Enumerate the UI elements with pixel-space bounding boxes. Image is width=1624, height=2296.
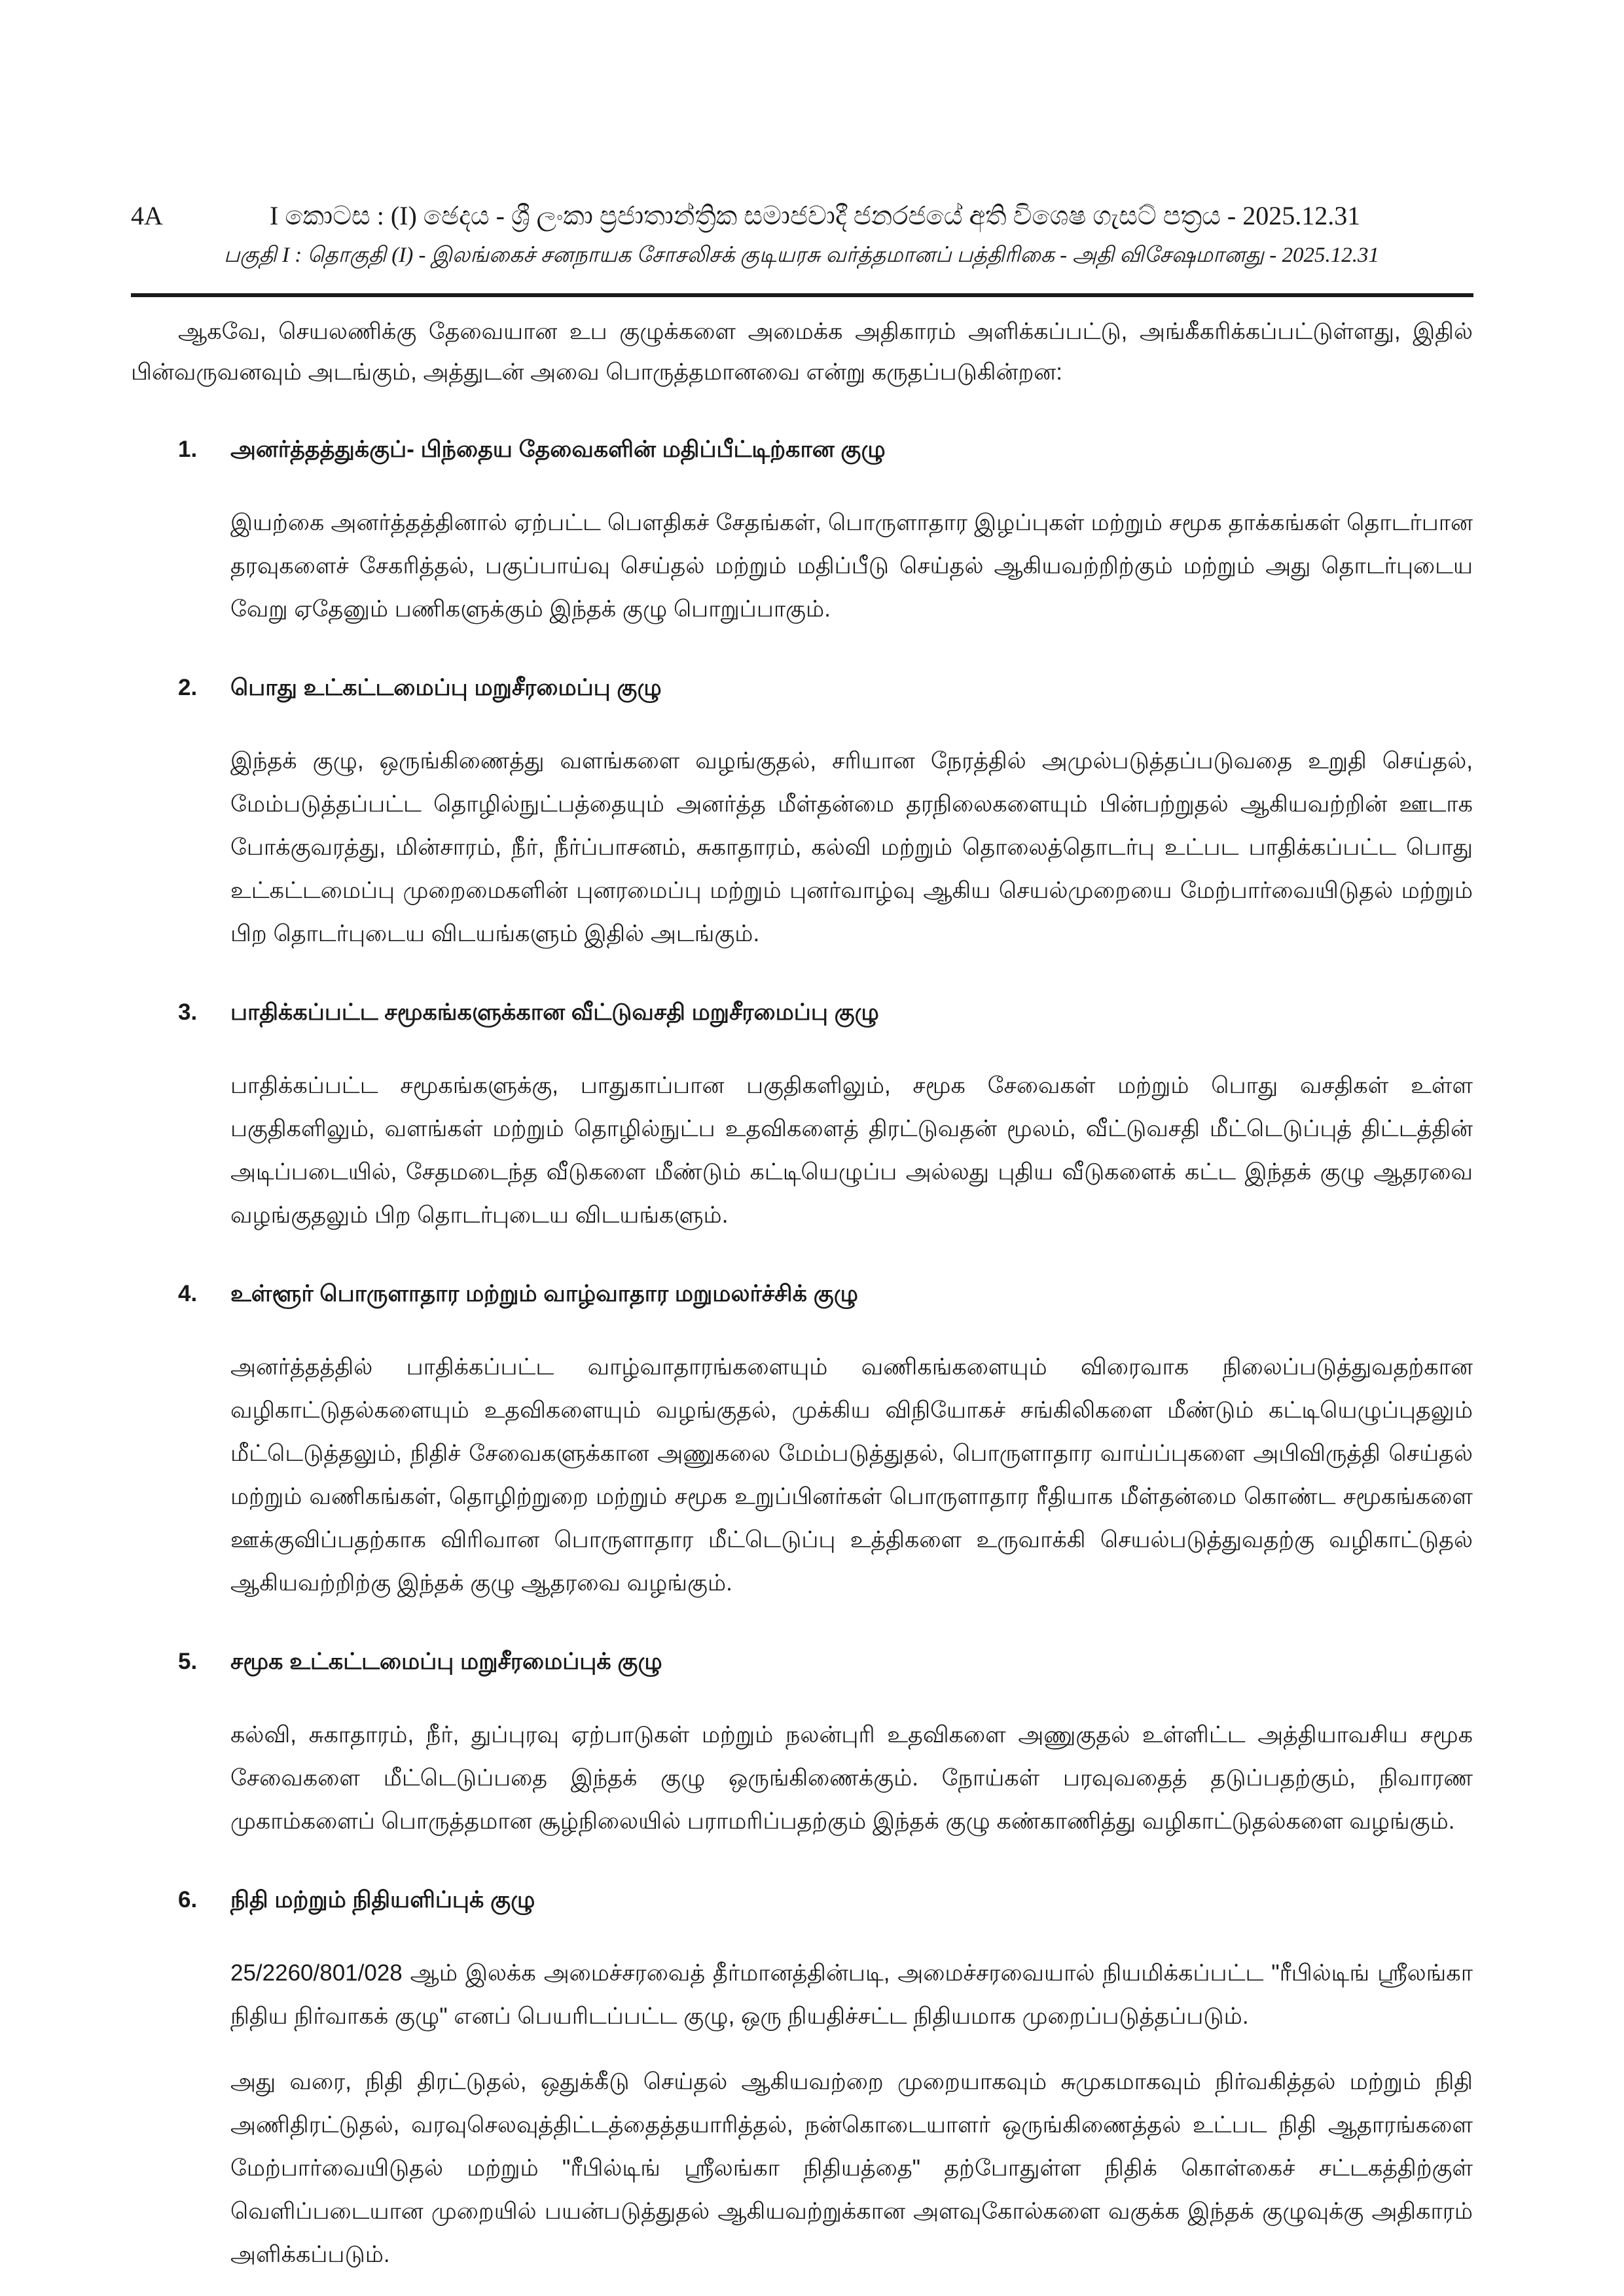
section-paragraph: கல்வி, சுகாதாரம், நீர், துப்புரவு ஏற்பாடுகள் மற்றும் நலன்புரி உதவிகளை அணுகுதல் உள்ளிட்ட அத்தியாவசிய சமூக சேவைகளை மீட்டெடுப்பதை இந்தக் குழு ஒருங்கிணைக்கும். நோய்கள் பரவுவதைத் தடுப்பதற்கும், நிவாரண முகாம்களைப் பொருத்தமான சூழ்நிலையில் பராமரிப்பதற்கும் இந்தக் குழு கண்காணித்து வழிகாட்டுதல்களை வழங்கும். — [230, 1722, 1473, 1834]
section-number: 6. — [178, 1887, 198, 1912]
section-body — [230, 740, 1473, 956]
section-number: 3. — [178, 999, 198, 1025]
section-paragraph: இயற்கை அனர்த்தத்தினால் ஏற்பட்ட பௌதிகச் சேதங்கள், பொருளாதார இழப்புகள் மற்றும் சமூக தாக்கங்கள் தொடர்பான தரவுகளைச் சேகரித்தல், பகுப்பாய்வு செய்தல் மற்றும் மதிப்பீடு செய்தல் ஆகியவற்றிற்கும் மற்றும் அது தொடர்புடைய வேறு ஏதேனும் பணிகளுக்கும் இந்தக் குழு பொறுப்பாகும். — [230, 510, 1473, 622]
section-paragraph: அனர்த்தத்தில் பாதிக்கப்பட்ட வாழ்வாதாரங்களையும் வணிகங்களையும் விரைவாக நிலைப்படுத்துவதற்கான வழிகாட்டுதல்களையும் உதவிகளையும் வழங்குதல், முக்கிய விநியோகச் சங்கிலிகளை மீண்டும் கட்டியெழுப்புதலும் மீட்டெடுத்தலும், நிதிச் சேவைகளுக்கான அணுகலை மேம்படுத்துதல், பொருளாதார வாய்ப்புகளை அபிவிருத்தி செய்தல் மற்றும் வணிகங்கள், தொழிற்றுறை மற்றும் சமூக உறுப்பினர்கள் பொருளாதார ரீதியாக மீள்தன்மை கொண்ட சமூகங்களை ஊக்குவிப்பதற்காக விரிவான பொருளாதார மீட்டெடுப்பு உத்திகளை உருவாக்கி செயல்படுத்துவதற்கு வழிகாட்டுதல் ஆகியவற்றிற்கு இந்தக் குழு ஆதரவை வழங்கும். — [230, 1354, 1473, 1596]
intro-paragraph: ஆகவே, செயலணிக்கு தேவையான உப குழுக்களை அமைக்க அதிகாரம் அளிக்கப்பட்டு, அங்கீகரிக்கப்பட்டுள்ளது, இதில் பின்வருவனவும் அடங்கும், அத்துடன் அவை பொருத்தமானவை என்று கருதப்படுகின்றன: — [131, 319, 1473, 385]
page-header-secondary — [131, 239, 1473, 272]
section-body — [230, 1952, 1473, 2276]
section-paragraph: அது வரை, நிதி திரட்டுதல், ஒதுக்கீடு செய்தல் ஆகியவற்றை முறையாகவும் சுமுகமாகவும் நிர்வகித்தல் மற்றும் நிதி அணிதிரட்டுதல், வரவுசெலவுத்திட்டத்தைத்தயாரித்தல், நன்கொடையாளர் ஒருங்கிணைத்தல் உட்பட நிதி ஆதாரங்களை மேற்பார்வையிடுதல் மற்றும் "ரீபில்டிங் ஸ்ரீலங்கா நிதியத்தை" தற்போதுள்ள நிதிக் கொள்கைச் சட்டகத்திற்குள் வெளிப்படையான முறையில் பயன்படுத்துதல் ஆகியவற்றுக்கான அளவுகோல்களை வகுக்க இந்தக் குழுவுக்கு அதிகாரம் அளிக்கப்படும். — [230, 2069, 1473, 2267]
section-body — [230, 1713, 1473, 1843]
section-4 — [131, 1274, 1473, 1605]
section-5 — [131, 1641, 1473, 1843]
document-body — [131, 308, 1473, 2276]
section-paragraph: இந்தக் குழு, ஒருங்கிணைத்து வளங்களை வழங்குதல், சரியான நேரத்தில் அமுல்படுத்தப்படுவதை உறுதி செய்தல், மேம்படுத்தப்பட்ட தொழில்நுட்பத்தையும் அனர்த்த மீள்தன்மை தரநிலைகளையும் பின்பற்றுதல் ஆகியவற்றின் ஊடாக போக்குவரத்து, மின்சாரம், நீர், நீர்ப்பாசனம், சுகாதாரம், கல்வி மற்றும் தொலைத்தொடர்பு உட்பட பாதிக்கப்பட்ட பொது உட்கட்டமைப்பு முறைமைகளின் புனரமைப்பு மற்றும் புனர்வாழ்வு ஆகிய செயல்முறையை மேற்பார்வையிடுதல் மற்றும் பிற தொடர்புடைய விடயங்களும் இதில் அடங்கும். — [230, 748, 1473, 946]
section-number: 4. — [178, 1281, 198, 1306]
section-title: உள்ளூர் பொருளாதார மற்றும் வாழ்வாதார மறுமலர்ச்சிக் குழு — [230, 1281, 858, 1306]
page-number: 4A — [131, 201, 163, 230]
section-paragraph: 25/2260/801/028 ஆம் இலக்க அமைச்சரவைத் தீர்மானத்தின்படி, அமைச்சரவையால் நியமிக்கப்பட்ட "ரீபில்டிங் ஸ்ரீலங்கா நிதிய நிர்வாகக் குழு" எனப் பெயரிடப்பட்ட குழு, ஒரு நியதிச்சட்ட நிதியமாக முறைப்படுத்தப்படும். — [230, 1960, 1473, 2029]
section-heading — [131, 1880, 1473, 1920]
section-number: 1. — [178, 437, 198, 462]
section-title: அனர்த்தத்துக்குப்- பிந்தைய தேவைகளின் மதிப்பீட்டிற்கான குழு — [230, 437, 886, 462]
section-body — [230, 1346, 1473, 1605]
section-title: நிதி மற்றும் நிதியளிப்புக் குழு — [230, 1887, 535, 1912]
section-number: 5. — [178, 1649, 198, 1674]
section-heading — [131, 1274, 1473, 1314]
section-3 — [131, 992, 1473, 1237]
section-title: பாதிக்கப்பட்ட சமூகங்களுக்கான வீட்டுவசதி மறுசீரமைப்பு குழு — [230, 999, 879, 1025]
header-divider — [131, 293, 1473, 297]
section-body — [230, 1064, 1473, 1237]
section-title: சமூக உட்கட்டமைப்பு மறுசீரமைப்புக் குழு — [230, 1649, 662, 1674]
section-2 — [131, 668, 1473, 956]
section-heading — [131, 668, 1473, 708]
section-paragraph: பாதிக்கப்பட்ட சமூகங்களுக்கு, பாதுகாப்பான பகுதிகளிலும், சமூக சேவைகள் மற்றும் பொது வசதிகள் உள்ள பகுதிகளிலும், வளங்கள் மற்றும் தொழில்நுட்ப உதவிகளைத் திரட்டுவதன் மூலம், வீட்டுவசதி மீட்டெடுப்புத் திட்டத்தின் அடிப்படையில், சேதமடைந்த வீடுகளை மீண்டும் கட்டியெழுப்ப அல்லது புதிய வீடுகளைக் கட்ட இந்தக் குழு ஆதரவை வழங்குதலும் பிற தொடர்புடைய விடயங்களும். — [230, 1073, 1473, 1228]
header-title-sinhala: I කොටස : (I) ඡෙදය - ශ්‍රී ලංකා ප්‍රජාතාන්ත්‍රික සමාජවාදී ජනරජයේ අති විශෙෂ ගැසට් පත්‍රය - 2025.12.31 — [270, 201, 1361, 230]
section-6 — [131, 1880, 1473, 2276]
section-number: 2. — [178, 675, 198, 700]
section-1 — [131, 429, 1473, 631]
header-title-tamil: பகுதி I : தொகுதி (I) - இலங்கைச் சனநாயக சோசலிசக் குடியரசு வர்த்தமானப் பத்திரிகை - அதி விசேஷமானது - 2025.12.31 — [224, 243, 1379, 267]
section-heading — [131, 1641, 1473, 1682]
section-heading — [131, 429, 1473, 470]
page-header-primary — [131, 196, 1473, 236]
section-body — [230, 501, 1473, 631]
section-heading — [131, 992, 1473, 1033]
section-title: பொது உட்கட்டமைப்பு மறுசீரமைப்பு குழு — [230, 675, 662, 700]
